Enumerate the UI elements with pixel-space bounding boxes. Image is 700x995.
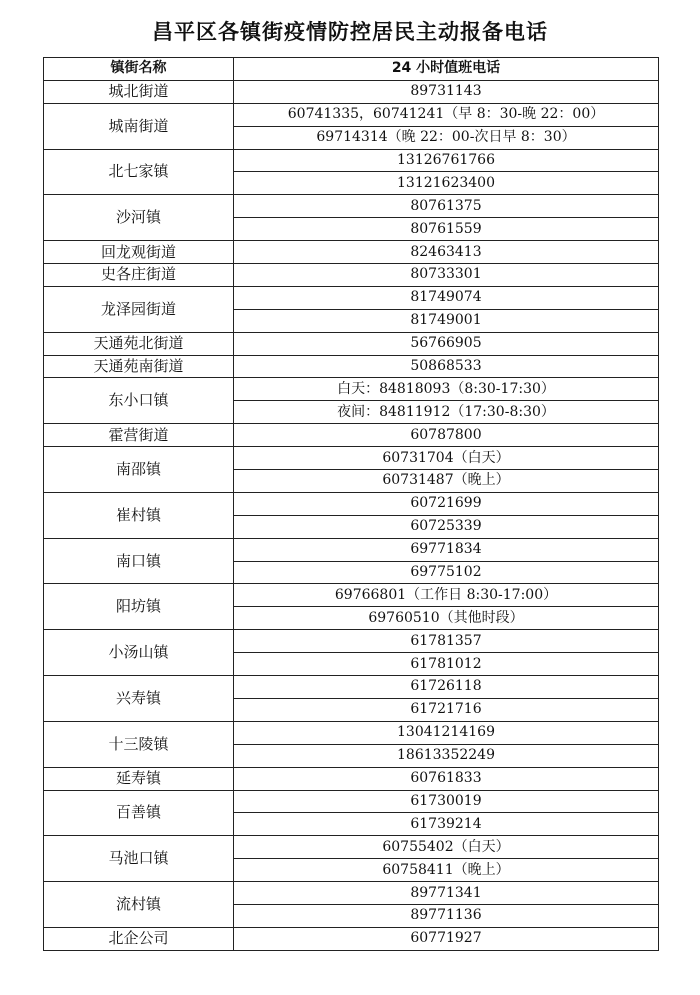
district-name-cell: 延寿镇 [44, 767, 234, 790]
phone-number-cell: 80761375 [234, 195, 659, 218]
page-title: 昌平区各镇街疫情防控居民主动报备电话 [152, 20, 548, 44]
district-name-cell: 回龙观街道 [44, 241, 234, 264]
phone-number-cell: 60741335，60741241（早 8：30-晚 22：00） [234, 103, 659, 126]
phone-number-cell: 69714314（晚 22：00-次日早 8：30） [234, 126, 659, 149]
district-name-cell: 小汤山镇 [44, 630, 234, 676]
table-row [44, 378, 659, 401]
phone-number-cell: 81749001 [234, 309, 659, 332]
table-row [44, 882, 659, 905]
column-header-name: 镇街名称 [44, 58, 234, 81]
table-row [44, 790, 659, 813]
phone-number-cell: 60731487（晚上） [234, 470, 659, 493]
table-row [44, 676, 659, 699]
phone-number-cell: 61781012 [234, 653, 659, 676]
phone-number-cell: 白天：84818093（8:30-17:30） [234, 378, 659, 401]
district-name-cell: 龙泽园街道 [44, 286, 234, 332]
phone-table [43, 57, 659, 951]
phone-number-cell: 61721716 [234, 698, 659, 721]
phone-number-cell: 60761833 [234, 767, 659, 790]
district-name-cell: 马池口镇 [44, 836, 234, 882]
phone-number-cell: 89771136 [234, 904, 659, 927]
phone-number-cell: 69771834 [234, 538, 659, 561]
phone-number-cell: 81749074 [234, 286, 659, 309]
phone-number-cell: 60731704（白天） [234, 447, 659, 470]
column-header-phone: 24 小时值班电话 [234, 58, 659, 81]
district-name-cell: 天通苑北街道 [44, 332, 234, 355]
district-name-cell: 十三陵镇 [44, 721, 234, 767]
district-name-cell: 南口镇 [44, 538, 234, 584]
phone-number-cell: 夜间：84811912（17:30-8:30） [234, 401, 659, 424]
phone-number-cell: 80761559 [234, 218, 659, 241]
table-row [44, 721, 659, 744]
district-name-cell: 城南街道 [44, 103, 234, 149]
phone-number-cell: 82463413 [234, 241, 659, 264]
district-name-cell: 霍营街道 [44, 424, 234, 447]
table-row [44, 195, 659, 218]
district-name-cell: 史各庄街道 [44, 264, 234, 287]
phone-number-cell: 56766905 [234, 332, 659, 355]
phone-number-cell: 60787800 [234, 424, 659, 447]
table-row [44, 355, 659, 378]
phone-number-cell: 60758411（晚上） [234, 859, 659, 882]
district-name-cell: 沙河镇 [44, 195, 234, 241]
phone-number-cell: 50868533 [234, 355, 659, 378]
table-row [44, 332, 659, 355]
district-name-cell: 南邵镇 [44, 447, 234, 493]
table-row [44, 630, 659, 653]
table-row [44, 149, 659, 172]
table-row [44, 538, 659, 561]
district-name-cell: 百善镇 [44, 790, 234, 836]
table-row [44, 286, 659, 309]
table-row [44, 103, 659, 126]
phone-number-cell: 13126761766 [234, 149, 659, 172]
district-name-cell: 北七家镇 [44, 149, 234, 195]
phone-number-cell: 13121623400 [234, 172, 659, 195]
district-name-cell: 天通苑南街道 [44, 355, 234, 378]
table-row [44, 927, 659, 950]
table-row [44, 264, 659, 287]
phone-number-cell: 60755402（白天） [234, 836, 659, 859]
phone-number-cell: 69775102 [234, 561, 659, 584]
table-header-row [44, 58, 659, 81]
phone-number-cell: 60725339 [234, 515, 659, 538]
table-row [44, 447, 659, 470]
district-name-cell: 阳坊镇 [44, 584, 234, 630]
table-row [44, 424, 659, 447]
phone-number-cell: 61730019 [234, 790, 659, 813]
table-row [44, 492, 659, 515]
phone-number-cell: 61781357 [234, 630, 659, 653]
phone-number-cell: 60721699 [234, 492, 659, 515]
phone-number-cell: 61726118 [234, 676, 659, 699]
phone-number-cell: 18613352249 [234, 744, 659, 767]
phone-number-cell: 61739214 [234, 813, 659, 836]
district-name-cell: 北企公司 [44, 927, 234, 950]
district-name-cell: 崔村镇 [44, 492, 234, 538]
district-name-cell: 流村镇 [44, 882, 234, 928]
phone-number-cell: 60771927 [234, 927, 659, 950]
phone-number-cell: 13041214169 [234, 721, 659, 744]
table-row [44, 241, 659, 264]
district-name-cell: 东小口镇 [44, 378, 234, 424]
table-body [44, 80, 659, 950]
table-row [44, 584, 659, 607]
district-name-cell: 城北街道 [44, 80, 234, 103]
table-row [44, 836, 659, 859]
table-row [44, 767, 659, 790]
phone-number-cell: 89731143 [234, 80, 659, 103]
phone-number-cell: 89771341 [234, 882, 659, 905]
district-name-cell: 兴寿镇 [44, 676, 234, 722]
phone-number-cell: 69766801（工作日 8:30-17:00） [234, 584, 659, 607]
phone-number-cell: 69760510（其他时段） [234, 607, 659, 630]
phone-number-cell: 80733301 [234, 264, 659, 287]
table-row [44, 80, 659, 103]
